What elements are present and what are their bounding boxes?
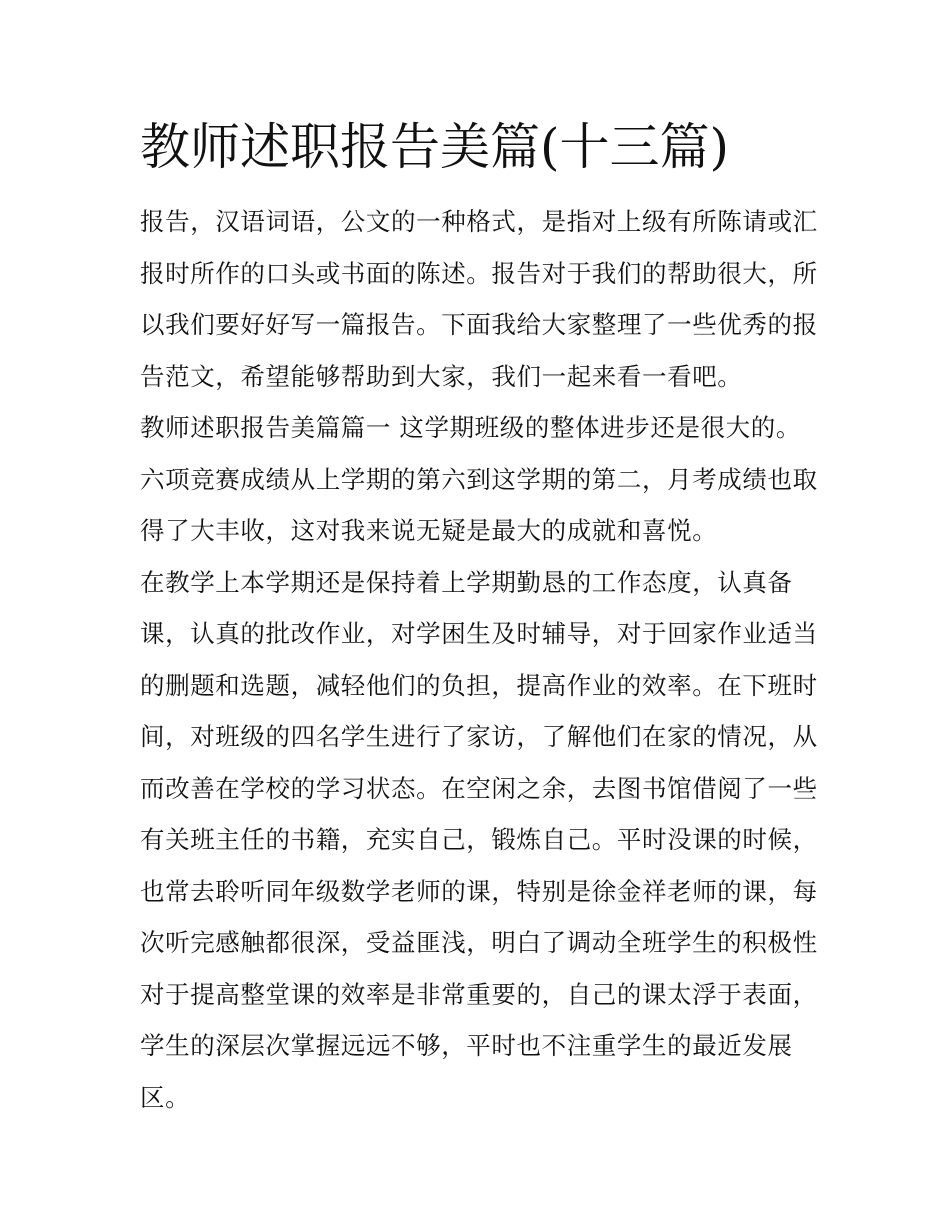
text-line: 区。 (140, 1082, 191, 1112)
text-line: 学生的深层次掌握远远不够，平时也不注重学生的最近发展 (140, 1031, 793, 1060)
text-line: 以我们要好好写一篇报告。下面我给大家整理了一些优秀的报 (140, 310, 818, 339)
text-line: 有关班主任的书籍，充实自己，锻炼自己。平时没课的时候， (140, 825, 818, 854)
text-line: 课，认真的批改作业，对学困生及时辅导，对于回家作业适当 (140, 619, 818, 648)
text-line: 得了大丰收，这对我来说无疑是最大的成就和喜悦。 (140, 516, 718, 545)
document-title: 教师述职报告美篇(十三篇) (140, 118, 730, 176)
text-line: 对于提高整堂课的效率是非常重要的，自己的课太浮于表面， (140, 979, 818, 1009)
document-body (140, 196, 818, 1123)
text-line: 也常去聆听同年级数学老师的课，特别是徐金祥老师的课，每 (140, 876, 818, 906)
text-line: 教师述职报告美篇篇一 这学期班级的整体进步还是很大的。 (140, 413, 801, 442)
text-line: 在教学上本学期还是保持着上学期勤恳的工作态度，认真备 (140, 567, 793, 597)
text-line: 告范文，希望能够帮助到大家，我们一起来看一看吧。 (140, 361, 743, 391)
text-line: 报告，汉语词语，公文的一种格式，是指对上级有所陈请或汇 (140, 207, 818, 236)
text-line: 而改善在学校的学习状态。在空闲之余，去图书馆借阅了一些 (140, 773, 818, 803)
text-line: 六项竞赛成绩从上学期的第六到这学期的第二，月考成绩也取 (140, 464, 818, 494)
text-line: 报时所作的口头或书面的陈述。报告对于我们的帮助很大，所 (140, 258, 818, 288)
text-line: 的删题和选题，减轻他们的负担，提高作业的效率。在下班时 (140, 670, 818, 700)
text-line: 间，对班级的四名学生进行了家访，了解他们在家的情况，从 (140, 722, 818, 751)
text-line: 次听完感触都很深，受益匪浅，明白了调动全班学生的积极性 (140, 928, 818, 957)
